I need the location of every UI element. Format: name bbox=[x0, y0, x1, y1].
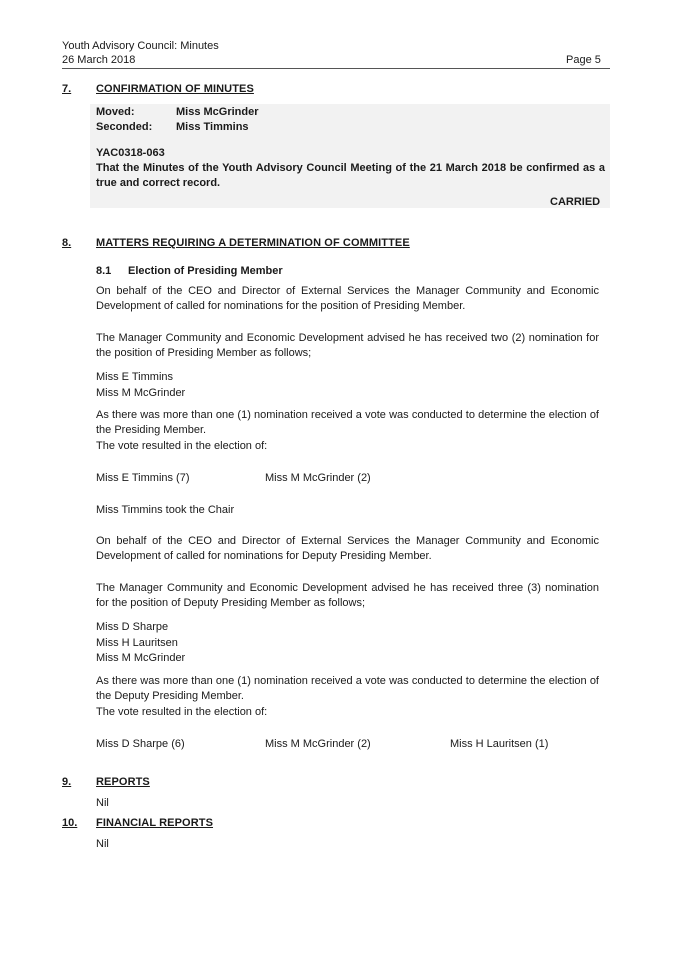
chair-note: Miss Timmins took the Chair bbox=[96, 504, 235, 516]
moved-label: Moved: bbox=[96, 106, 135, 118]
seconded-label: Seconded: bbox=[96, 121, 153, 133]
resolution-outcome: CARRIED bbox=[550, 196, 601, 208]
paragraph-2: The Manager Community and Economic Development advised he has received two (2) nomination for the position of Presiding Member as follows; bbox=[96, 332, 599, 359]
section-9-body: Nil bbox=[96, 797, 109, 809]
section-9-title: REPORTS bbox=[96, 776, 150, 788]
paragraph-4: On behalf of the CEO and Director of External Services the Manager Community and Economic Development of called for nominations for Deputy Presiding Member. bbox=[96, 535, 599, 562]
resolution-id: YAC0318-063 bbox=[96, 147, 165, 159]
vote-result-1a: Miss E Timmins (7) bbox=[96, 472, 190, 484]
section-9-number: 9. bbox=[62, 776, 72, 788]
document-date: 26 March 2018 bbox=[62, 54, 136, 66]
section-8-title: MATTERS REQUIRING A DETERMINATION OF COMMITTEE bbox=[96, 237, 410, 249]
list-item: Miss E Timmins bbox=[96, 371, 173, 383]
moved-name: Miss McGrinder bbox=[176, 106, 259, 118]
list-item: Miss M McGrinder bbox=[96, 386, 186, 399]
subsection-number: 8.1 bbox=[96, 265, 112, 277]
vote-result-2c: Miss H Lauritsen (1) bbox=[450, 738, 549, 750]
vote-result-2b: Miss M McGrinder (2) bbox=[265, 738, 371, 750]
header-divider bbox=[62, 68, 610, 69]
nominee-list-1 bbox=[96, 370, 185, 401]
section-10-number: 10. bbox=[62, 817, 78, 829]
vote-result-1b: Miss M McGrinder (2) bbox=[265, 472, 371, 484]
section-10-title: FINANCIAL REPORTS bbox=[96, 817, 214, 829]
subsection-title: Election of Presiding Member bbox=[128, 265, 283, 277]
nominee-list-2 bbox=[96, 620, 185, 667]
seconded-name: Miss Timmins bbox=[176, 121, 249, 133]
paragraph-6: As there was more than one (1) nomination received a vote was conducted to determine the election of the Deputy Presiding Member. bbox=[96, 675, 599, 702]
list-item: Miss M McGrinder bbox=[96, 652, 186, 664]
paragraph-1: On behalf of the CEO and Director of External Services the Manager Community and Economic Development of called for nominations for the position of Presiding Member. bbox=[96, 285, 599, 312]
vote-intro-2: The vote resulted in the election of: bbox=[96, 706, 268, 718]
paragraph-3: As there was more than one (1) nomination received a vote was conducted to determine the election of the Presiding Member. bbox=[96, 409, 599, 436]
paragraph-5: The Manager Community and Economic Development advised he has received three (3) nomination for the position of Deputy Presiding Member as follows; bbox=[96, 582, 599, 609]
list-item: Miss H Lauritsen bbox=[96, 636, 178, 649]
resolution-box bbox=[90, 104, 610, 208]
section-7-title: CONFIRMATION OF MINUTES bbox=[96, 83, 254, 95]
list-item: Miss D Sharpe bbox=[96, 621, 169, 633]
resolution-text: That the Minutes of the Youth Advisory Council Meeting of the 21 March 2018 be confirmed as a true and correct record. bbox=[96, 162, 605, 189]
document-title: Youth Advisory Council: Minutes bbox=[62, 40, 219, 52]
section-10-body: Nil bbox=[96, 838, 109, 850]
vote-result-2a: Miss D Sharpe (6) bbox=[96, 738, 185, 750]
vote-intro-1: The vote resulted in the election of: bbox=[96, 440, 268, 452]
section-8-number: 8. bbox=[62, 237, 72, 249]
page-number: Page 5 bbox=[566, 54, 601, 66]
section-7-number: 7. bbox=[62, 83, 72, 95]
